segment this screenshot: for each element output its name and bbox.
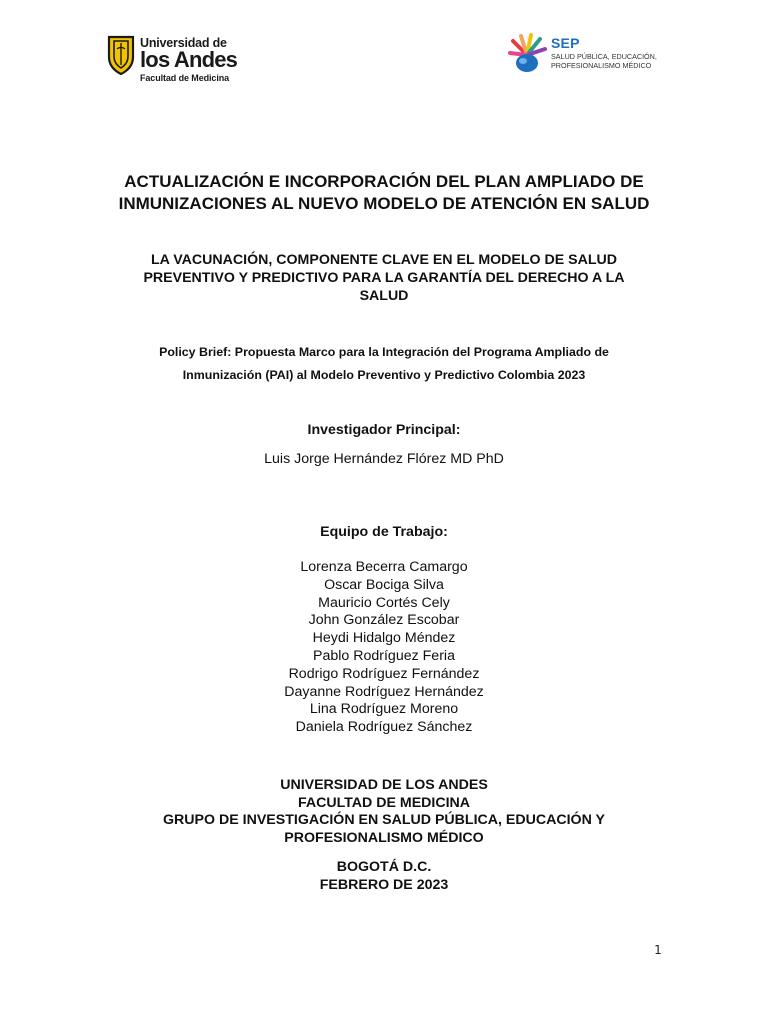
- policy-brief-line: Inmunización (PAI) al Modelo Preventivo y Predictivo Colombia 2023: [182, 368, 586, 382]
- sep-logo-title: SEP: [551, 35, 580, 51]
- institution-line: PROFESIONALISMO MÉDICO: [284, 829, 484, 846]
- team-member: Rodrigo Rodríguez Fernández: [288, 665, 480, 682]
- team-list: [60, 559, 708, 737]
- institution-line: FACULTAD DE MEDICINA: [297, 794, 471, 811]
- team-member: Lorenza Becerra Camargo: [300, 559, 468, 575]
- team-member: Dayanne Rodríguez Hernández: [284, 683, 484, 700]
- policy-brief: [60, 341, 708, 387]
- main-title-line: ACTUALIZACIÓN E INCORPORACIÓN DEL PLAN AMPLIADO DE: [124, 172, 644, 191]
- principal-investigator-label: Investigador Principal:: [307, 422, 461, 438]
- sep-logo-subtitle: SALUD PÚBLICA, EDUCACIÓN, PROFESIONALISMO MÉDICO: [551, 52, 657, 70]
- uandes-logo: [107, 35, 237, 85]
- subtitle-line: SALUD: [359, 288, 409, 304]
- colorful-hands-icon: [507, 33, 547, 75]
- page-number: 1: [654, 943, 662, 957]
- sep-logo: [507, 33, 667, 77]
- date: FEBRERO DE 2023: [319, 876, 449, 893]
- main-title: [60, 171, 708, 215]
- uandes-seal-icon: [107, 35, 135, 75]
- institution-line: UNIVERSIDAD DE LOS ANDES: [280, 777, 488, 793]
- subtitle: [60, 251, 708, 305]
- team-member: John González Escobar: [308, 612, 460, 629]
- team-member: Oscar Bociga Silva: [324, 576, 444, 593]
- city: BOGOTÁ D.C.: [336, 859, 432, 875]
- team-member: Mauricio Cortés Cely: [318, 594, 450, 611]
- institution-line: GRUPO DE INVESTIGACIÓN EN SALUD PÚBLICA, EDUCACIÓN Y: [163, 812, 605, 829]
- institution-block: [60, 777, 708, 847]
- team-label: Equipo de Trabajo:: [320, 524, 448, 540]
- policy-brief-line: Policy Brief: Propuesta Marco para la Integración del Programa Ampliado de: [159, 345, 609, 359]
- place-date-block: [60, 859, 708, 894]
- uandes-logo-line3: Facultad de Medicina: [140, 73, 230, 83]
- uandes-logo-line1: Universidad de: [140, 36, 227, 50]
- main-title-line: INMUNIZACIONES AL NUEVO MODELO DE ATENCIÓN EN SALUD: [118, 194, 650, 213]
- subtitle-line: LA VACUNACIÓN, COMPONENTE CLAVE EN EL MODELO DE SALUD: [150, 252, 618, 268]
- team-member: Pablo Rodríguez Feria: [313, 647, 455, 664]
- team-member: Heydi Hidalgo Méndez: [312, 630, 456, 647]
- subtitle-line: PREVENTIVO Y PREDICTIVO PARA LA GARANTÍA DEL DERECHO A LA: [143, 270, 625, 286]
- team-member: Lina Rodríguez Moreno: [309, 701, 459, 718]
- team-member: Daniela Rodríguez Sánchez: [295, 719, 473, 736]
- uandes-logo-line2: los Andes: [140, 47, 238, 72]
- principal-investigator-name: Luis Jorge Hernández Flórez MD PhD: [264, 451, 504, 467]
